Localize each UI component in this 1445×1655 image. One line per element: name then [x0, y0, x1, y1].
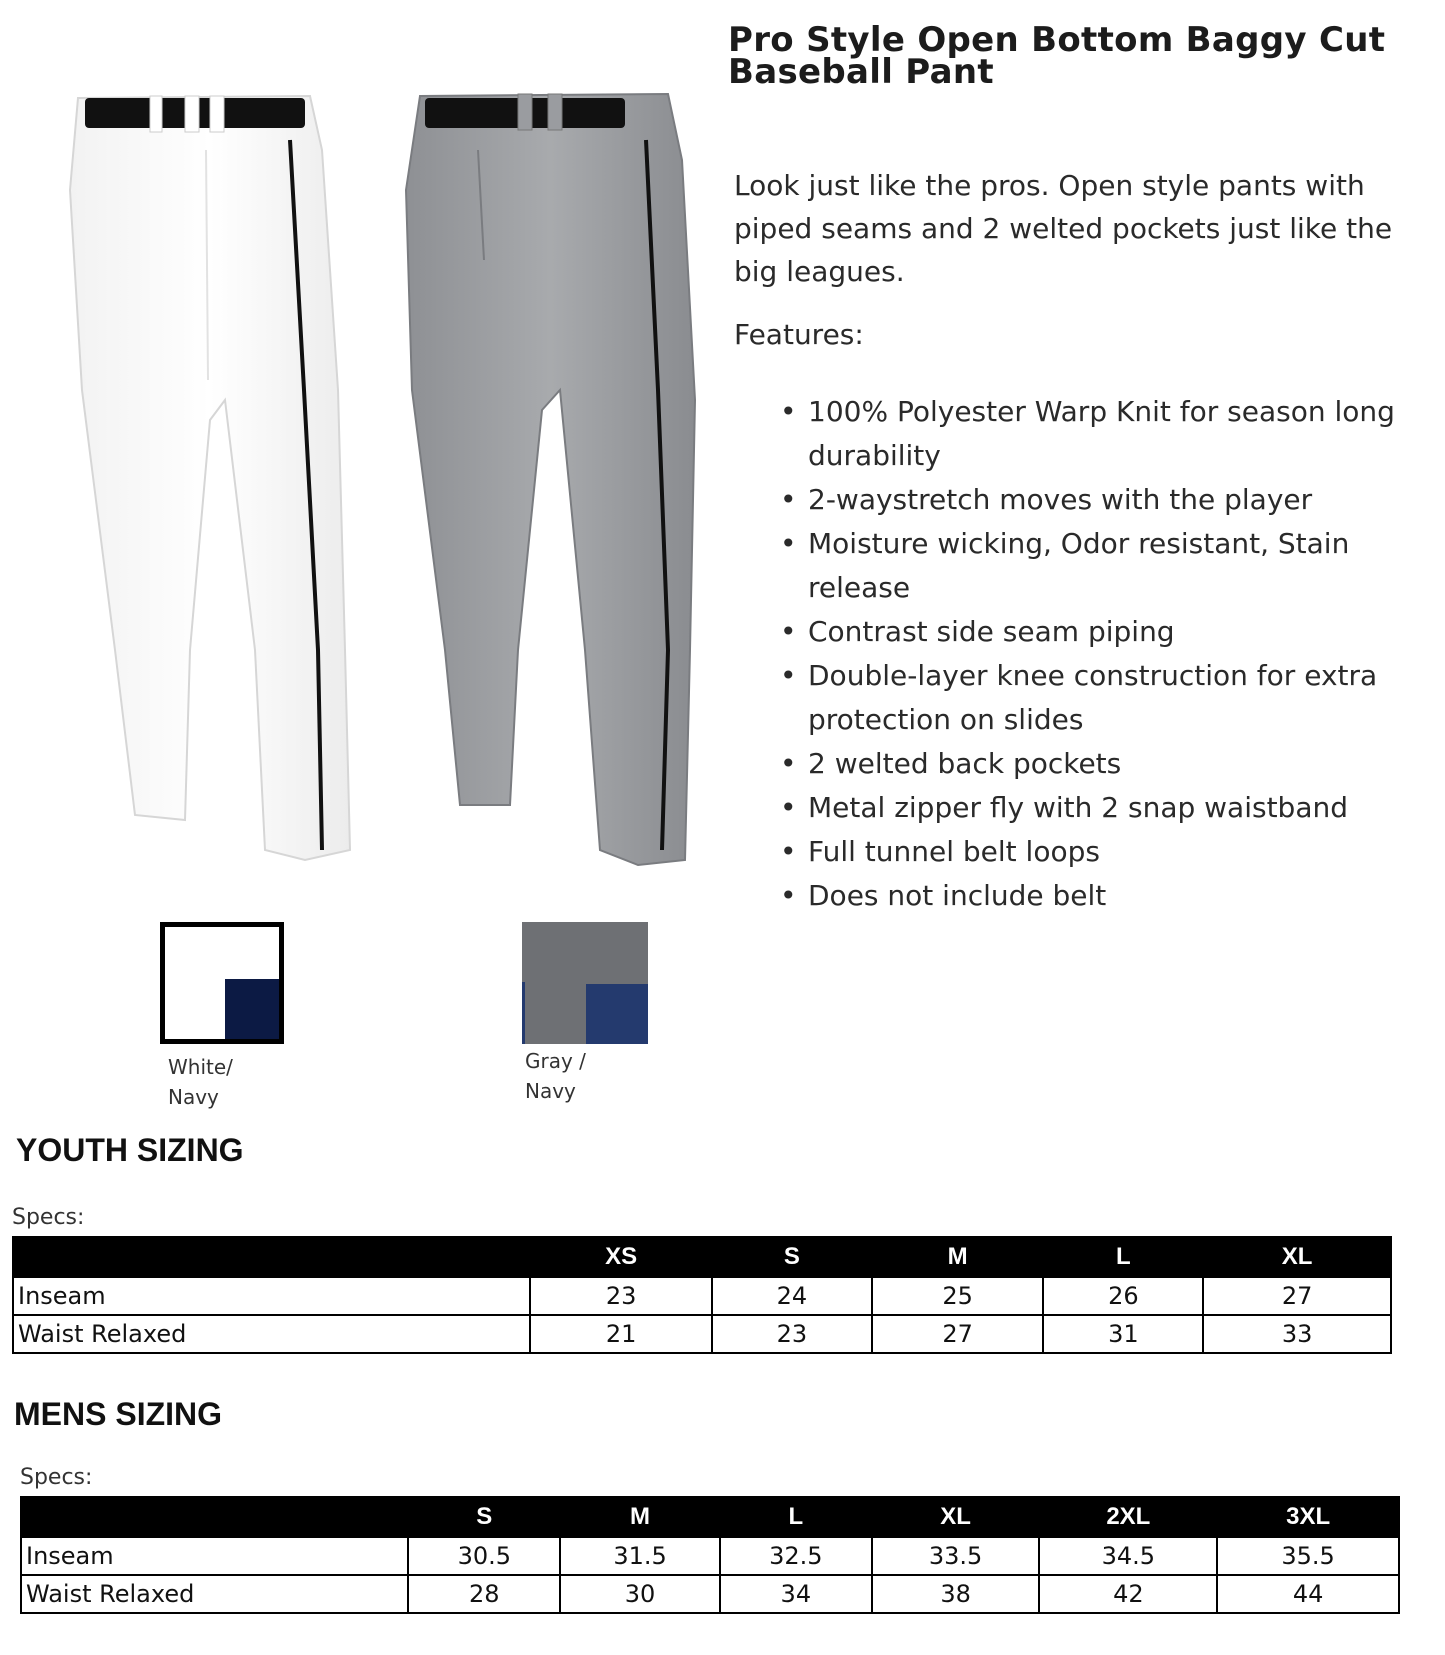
table-cell: 21	[530, 1315, 712, 1353]
feature-item: • Does not include belt	[780, 879, 1107, 912]
feature-item: • Double-layer knee construction for extra protection on slides	[780, 659, 1378, 736]
feature-item: • 2 welted back pockets	[780, 747, 1122, 780]
size-header: XS	[530, 1237, 712, 1277]
table-cell: 23	[712, 1315, 872, 1353]
mens-sizing-title: MENS SIZING	[14, 1396, 223, 1432]
row-label: Inseam	[13, 1277, 530, 1315]
mens-sizing-table	[20, 1496, 1400, 1614]
feature-item: • Full tunnel belt loops	[780, 835, 1100, 868]
table-row	[13, 1277, 1391, 1315]
youth-sizing-title: YOUTH SIZING	[16, 1132, 244, 1168]
navy-accent	[586, 984, 648, 1044]
table-cell: 34.5	[1039, 1537, 1217, 1575]
table-cell: 38	[872, 1575, 1040, 1613]
gray-navy-label: Gray / Navy	[525, 1049, 586, 1103]
features-label: Features:	[734, 318, 864, 351]
size-header: M	[560, 1497, 720, 1537]
table-row	[21, 1575, 1399, 1613]
table-cell: 27	[1203, 1277, 1391, 1315]
product-description: Look just like the pros. Open style pants with piped seams and 2 welted pockets just like the big leagues.	[734, 169, 1393, 288]
youth-specs-label: Specs:	[12, 1205, 85, 1230]
features-list	[780, 390, 1400, 918]
youth-sizing-table	[12, 1236, 1392, 1354]
gray-navy-swatch[interactable]	[522, 922, 648, 1044]
size-header: L	[1043, 1237, 1203, 1277]
gray-pant-image	[400, 90, 710, 880]
white-navy-label: White/ Navy	[168, 1055, 233, 1109]
size-header: S	[712, 1237, 872, 1277]
size-header: L	[720, 1497, 872, 1537]
table-cell: 27	[872, 1315, 1044, 1353]
table-header-row	[13, 1237, 1391, 1277]
table-cell: 30	[560, 1575, 720, 1613]
row-label: Inseam	[21, 1537, 408, 1575]
row-label: Waist Relaxed	[21, 1575, 408, 1613]
navy-accent	[225, 979, 279, 1039]
table-row	[21, 1537, 1399, 1575]
table-cell: 26	[1043, 1277, 1203, 1315]
size-header: M	[872, 1237, 1044, 1277]
table-cell: 24	[712, 1277, 872, 1315]
table-cell: 42	[1039, 1575, 1217, 1613]
size-header: 3XL	[1217, 1497, 1399, 1537]
table-cell: 33	[1203, 1315, 1391, 1353]
table-cell: 28	[408, 1575, 560, 1613]
feature-item: • Moisture wicking, Odor resistant, Stain release	[780, 527, 1350, 604]
feature-item: • 2-waystretch moves with the player	[780, 483, 1313, 516]
white-pant-image	[60, 90, 360, 870]
table-cell: 30.5	[408, 1537, 560, 1575]
row-label: Waist Relaxed	[13, 1315, 530, 1353]
table-cell: 35.5	[1217, 1537, 1399, 1575]
feature-item: • 100% Polyester Warp Knit for season long durability	[780, 395, 1395, 472]
size-header: S	[408, 1497, 560, 1537]
table-cell: 34	[720, 1575, 872, 1613]
product-title	[728, 20, 1428, 92]
table-cell: 31	[1043, 1315, 1203, 1353]
size-header: 2XL	[1039, 1497, 1217, 1537]
white-navy-swatch[interactable]	[160, 922, 284, 1044]
size-header: XL	[1203, 1237, 1391, 1277]
table-cell: 31.5	[560, 1537, 720, 1575]
feature-item: • Metal zipper fly with 2 snap waistband	[780, 791, 1349, 824]
table-cell: 32.5	[720, 1537, 872, 1575]
table-cell: 33.5	[872, 1537, 1040, 1575]
table-cell: 25	[872, 1277, 1044, 1315]
product-title-line2: Baseball Pant	[728, 52, 994, 92]
table-cell: 44	[1217, 1575, 1399, 1613]
table-cell: 23	[530, 1277, 712, 1315]
table-header-row	[21, 1497, 1399, 1537]
feature-item: • Contrast side seam piping	[780, 615, 1175, 648]
product-title-line1: Pro Style Open Bottom Baggy Cut	[728, 20, 1386, 60]
size-header: XL	[872, 1497, 1040, 1537]
table-row	[13, 1315, 1391, 1353]
mens-specs-label: Specs:	[20, 1465, 93, 1490]
